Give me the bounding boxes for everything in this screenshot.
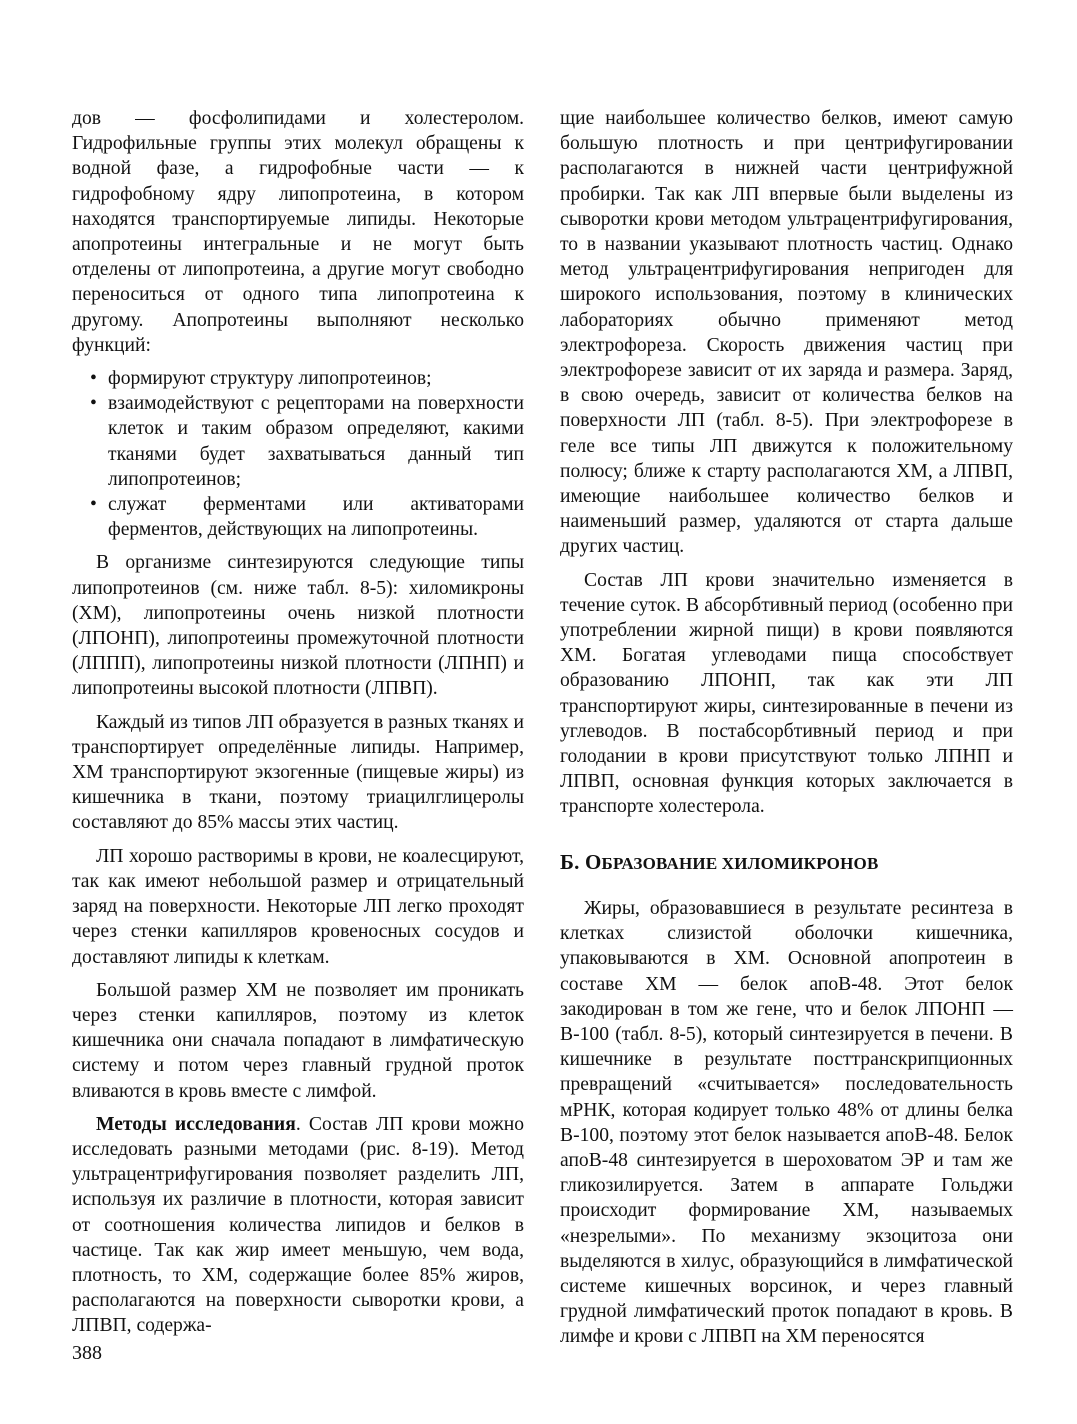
paragraph: Состав ЛП крови значительно изменяется в течение суток. В абсорбтивный период (особенно при употреблении жирной пищи) в крови появляются ХМ. Богатая углеводами пища способствует образованию ЛПОНП, так как эти ЛП транспортируют жиры, синтезированные в печени из углеводов. В постабсорбтивный период и при голодании в крови присутствуют только ЛПНП и ЛПВП, основная функция которых заключается в транспорте холестерола. — [560, 569, 1013, 818]
list-item: • служат ферментами или активаторами ферментов, действующих на липопротеины. — [90, 494, 524, 541]
function-list — [72, 366, 524, 542]
section-heading: Б. ОБРАЗОВАНИЕ ХИЛОМИКРОНОВ — [560, 849, 879, 874]
paragraph: Жиры, образовавшиеся в результате ресинтеза в клетках слизистой оболочки кишечника, упаковываются в ХМ. Основной апопротеин в составе ХМ — белок апоВ-48. Этот белок закодирован в том же гене, что и белок ЛПОНП — В-100 (табл. 8-5), который синтезируется в печени. В кишечнике в результате посттранскрипционных превращений «считывается» последовательность мРНК, которая кодирует только 48% от длины белка В-100, поэтому этот белок называется апоВ-48. Белок апоВ-48 синтезируется в шероховатом ЭР и там же гликозилируется. Затем в аппарате Гольджи происходит формирование ХМ, называемых «незрелыми». По механизму экзоцитоза они выделяются в хилус, образующийся в лимфатической системе кишечных ворсинок, и через главный грудной лимфатический проток попадают в кровь. В лимфе и крови с ЛПВП на ХМ переносятся — [560, 897, 1013, 1348]
paragraph-lead: Методы исследования — [96, 1113, 296, 1135]
paragraph: Методы исследования. Состав ЛП крови можно исследовать разными методами (рис. 8-19). Метод ультрацентрифугирования позволяет разделить ЛП, используя их различие в плотности, которая зависит от соотношения количества липидов и белков в частице. Так как жир имеет меньшую, чем вода, плотность, то ХМ, содержащие более 85% жиров, располагаются на поверхности сыворотки крови, а ЛПВП, содержа- — [72, 1113, 524, 1337]
list-item: • формируют структуру липопротеинов; — [72, 366, 524, 391]
paragraph: Большой размер ХМ не позволяет им проникать через стенки капилляров, поэтому из клеток кишечника они сначала попадают в лимфатическую систему и потом через главный грудной проток вливаются в кровь вместе с лимфой. — [72, 979, 524, 1102]
bullet-icon: • — [90, 494, 97, 516]
paragraph: Каждый из типов ЛП образуется в разных тканях и транспортирует определённые липиды. Например, ХМ транспортируют экзогенные (пищевые жиры) из кишечника в ткани, поэтому триацилглицеролы составляют до 85% массы этих частиц. — [72, 711, 524, 834]
bullet-icon: • — [90, 393, 97, 415]
left-column — [72, 106, 524, 1347]
bullet-icon: • — [90, 368, 97, 390]
paragraph: В организме синтезируются следующие типы липопротеинов (см. ниже табл. 8-5): хиломикроны (ХМ), липопротеины очень низкой плотности (ЛПОНП), липопротеины промежуточной плотности (ЛППП), липопротеины низкой плотности (ЛПНП) и липопротеины высокой плотности (ЛПВП). — [72, 552, 524, 700]
paragraph: ЛП хорошо растворимы в крови, не коалесцируют, так как имеют небольшой размер и отрицательный заряд на поверхности. Некоторые ЛП легко проходят через стенки капилляров кровеносных сосудов и доставляют липиды к клеткам. — [72, 845, 524, 968]
page-number: 388 — [72, 1342, 102, 1364]
list-item: • взаимодействуют с рецепторами на поверхности клеток и таким образом определяют, какими тканями будет захватываться данный тип липопротеинов; — [90, 393, 524, 490]
paragraph: дов — фосфолипидами и холестеролом. Гидрофильные группы этих молекул обращены к водной фазе, а гидрофобные части — к гидрофобному ядру липопротеина, в котором находятся транспортируемые липиды. Некоторые апопротеины интегральные и не могут быть отделены от липопротеина, а другие могут свободно переноситься от одного типа липопротеина к другому. Апопротеины выполняют несколько функций: — [72, 108, 524, 356]
right-column — [560, 106, 1013, 1358]
paragraph: щие наибольшее количество белков, имеют самую большую плотность и при центрифугировании располагаются в нижней части центрифужной пробирки. Так как ЛП впервые были выделены из сыворотки крови методом ультрацентрифугирования, то в названии указывают плотность частиц. Однако метод ультрацентрифугирования непригоден для широкого использования, поэтому в клинических лабораториях обычно применяют метод электрофореза. Скорость движения частиц при электрофорезе зависит от их заряда и размера. Заряд, в свою очередь, зависит от количества белков на поверхности ЛП (табл. 8-5). При электрофорезе в геле все типы ЛП движутся к положительному полюсу; ближе к старту располагаются ХМ, а ЛПВП, имеющие наибольшее количество белков и наименьший размер, удаляются от старта дальше других частиц. — [560, 108, 1013, 558]
